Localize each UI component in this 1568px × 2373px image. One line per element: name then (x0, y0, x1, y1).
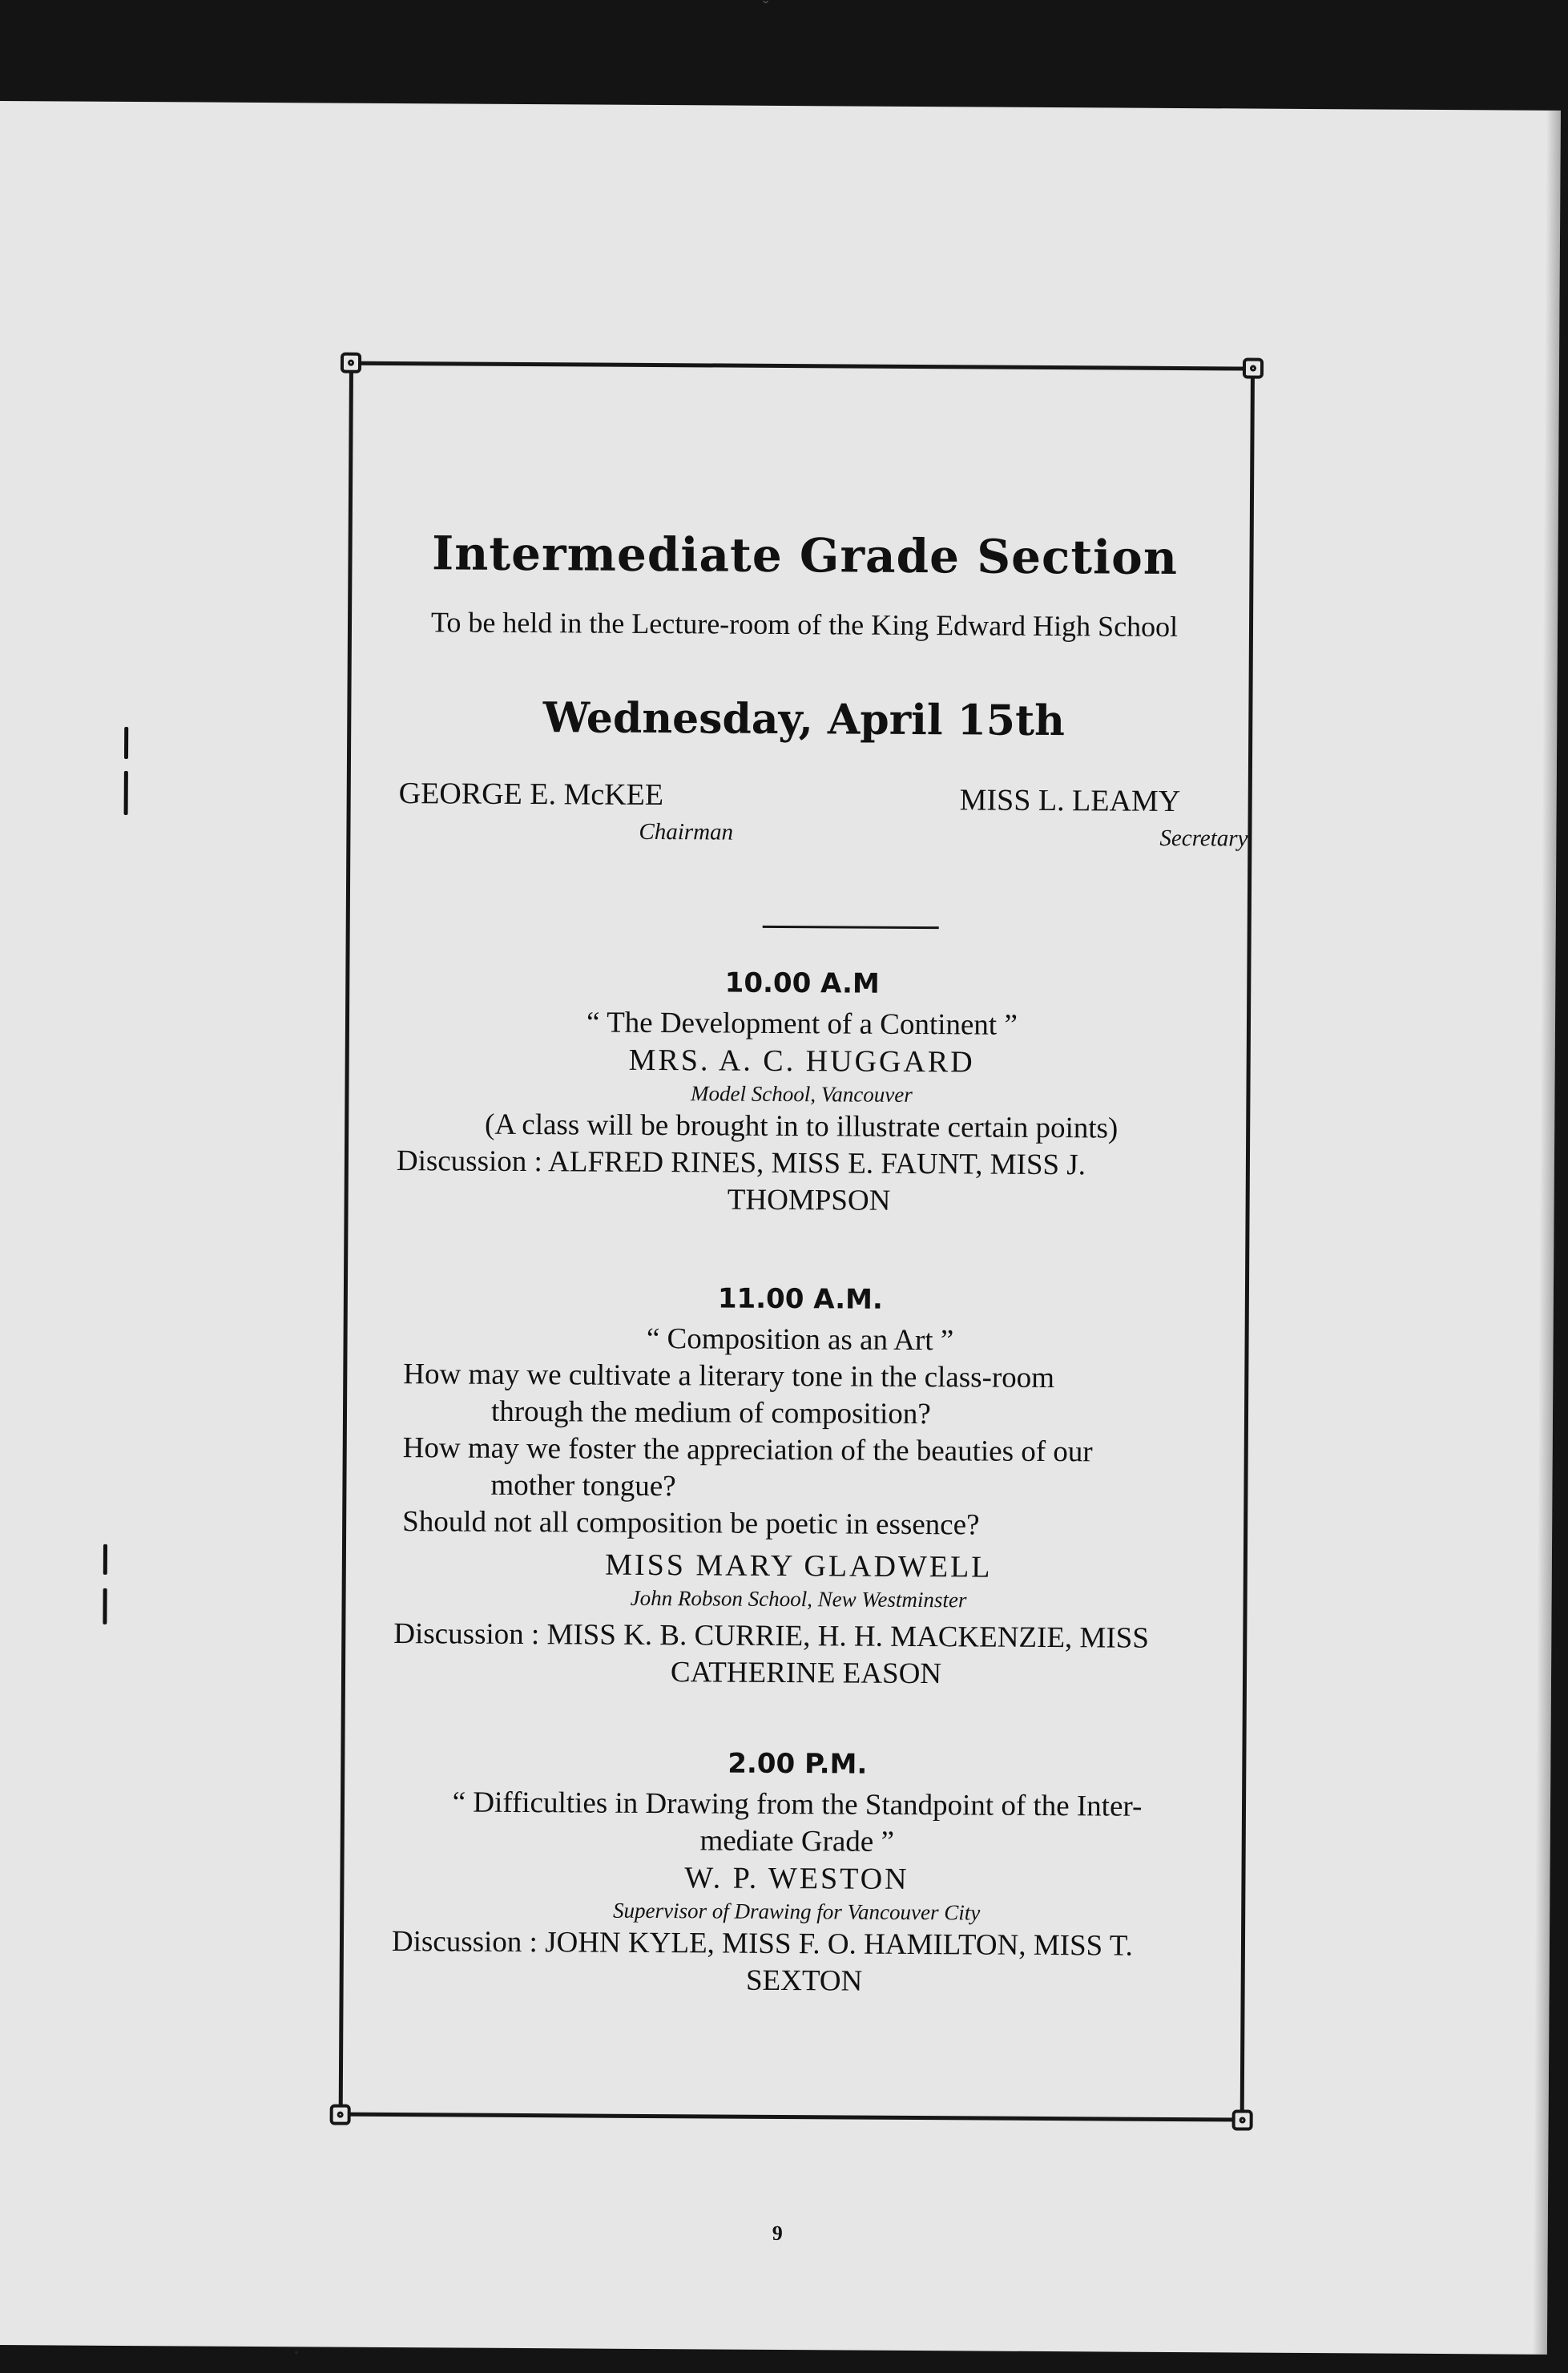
discussion-label: Discussion : (393, 1617, 540, 1652)
divider-rule (763, 926, 939, 929)
session-topic: “ Difficulties in Drawing from the Standpoint of the Inter- (452, 1786, 1143, 1823)
section-title: Intermediate Grade Section (431, 526, 1179, 585)
speaker-affiliation: Model School, Vancouver (691, 1081, 913, 1107)
session-note: (A class will be brought in to illustrate certain points) (484, 1108, 1119, 1145)
secretary-name: MISS L. LEAMY (959, 783, 1181, 819)
document-page (0, 101, 1561, 2355)
corner-ornament (341, 353, 361, 373)
discussion-participants: ALFRED RINES, MISS E. FAUNT, MISS J. (547, 1145, 1086, 1182)
meeting-date: Wednesday, April 15th (542, 693, 1066, 746)
corner-ornament (330, 2105, 351, 2125)
session-time: 10.00 A.M (724, 967, 880, 1000)
speck (295, 2351, 298, 2354)
binding-mark (124, 727, 128, 759)
venue-text: To be held in the Lecture-room of the King Edward High School (430, 606, 1179, 643)
discussion-participants: JOHN KYLE, MISS F. O. HAMILTON, MISS T. (545, 1926, 1133, 1963)
discussion-participants-cont: SEXTON (745, 1963, 863, 1998)
discussion-label: Discussion : (391, 1925, 538, 1959)
session-2 (377, 1281, 1221, 1694)
chairman-name: GEORGE E. McKEE (398, 777, 664, 813)
session-topic: “ Composition as an Art ” (646, 1322, 954, 1358)
session-time: 11.00 A.M. (717, 1282, 884, 1316)
speaker-name: W. P. WESTON (684, 1861, 909, 1896)
secretary-role: Secretary (1159, 825, 1248, 852)
speaker-affiliation: John Robson School, New Westminster (630, 1585, 967, 1612)
secretary-block (959, 782, 1248, 852)
speaker-name: MRS. A. C. HUGGARD (628, 1043, 975, 1080)
session-topic-cont: mediate Grade ” (699, 1824, 895, 1858)
session-3 (376, 1745, 1219, 2002)
page-edge-shadow (1533, 111, 1561, 2355)
question-text-cont: through the medium of composition? (490, 1394, 931, 1431)
discussion (377, 1616, 1219, 1694)
discussion-label: Discussion : (396, 1144, 542, 1179)
question-text-cont: mother tongue? (490, 1468, 676, 1503)
question-text: How may we foster the appreciation of the beauties of our (402, 1431, 1093, 1469)
binding-mark (103, 1588, 107, 1624)
scan-edge-mark: ˇ (763, 0, 769, 17)
session-topic: “ The Development of a Continent ” (586, 1006, 1018, 1042)
discussion-participants: MISS K. B. CURRIE, H. H. MACKENZIE, MISS (546, 1618, 1150, 1655)
discussion-participants-cont: CATHERINE EASON (670, 1656, 942, 1691)
question-text: How may we cultivate a literary tone in the class-room (403, 1358, 1055, 1395)
discussion-question (379, 1356, 1221, 1435)
page-number: 9 (772, 2221, 783, 2246)
program-frame (339, 361, 1255, 2122)
speaker-name: MISS MARY GLADWELL (605, 1548, 993, 1584)
program-content (375, 365, 1248, 2117)
speaker-affiliation: Supervisor of Drawing for Vancouver City (613, 1898, 981, 1925)
discussion (376, 1923, 1218, 2002)
session-time: 2.00 P.M. (728, 1747, 868, 1781)
question-text: Should not all composition be poetic in essence? (402, 1505, 980, 1542)
corner-ornament (1232, 2109, 1253, 2130)
chairman-role: Chairman (639, 818, 734, 845)
discussion-participants-cont: THOMPSON (727, 1183, 891, 1217)
binding-mark (124, 771, 128, 815)
discussion (381, 1143, 1223, 1221)
discussion-question (378, 1430, 1220, 1508)
session-1 (381, 965, 1223, 1221)
corner-ornament (1243, 357, 1264, 378)
chairman-block (398, 776, 768, 845)
binding-mark (103, 1544, 107, 1575)
discussion-question (378, 1503, 1219, 1545)
